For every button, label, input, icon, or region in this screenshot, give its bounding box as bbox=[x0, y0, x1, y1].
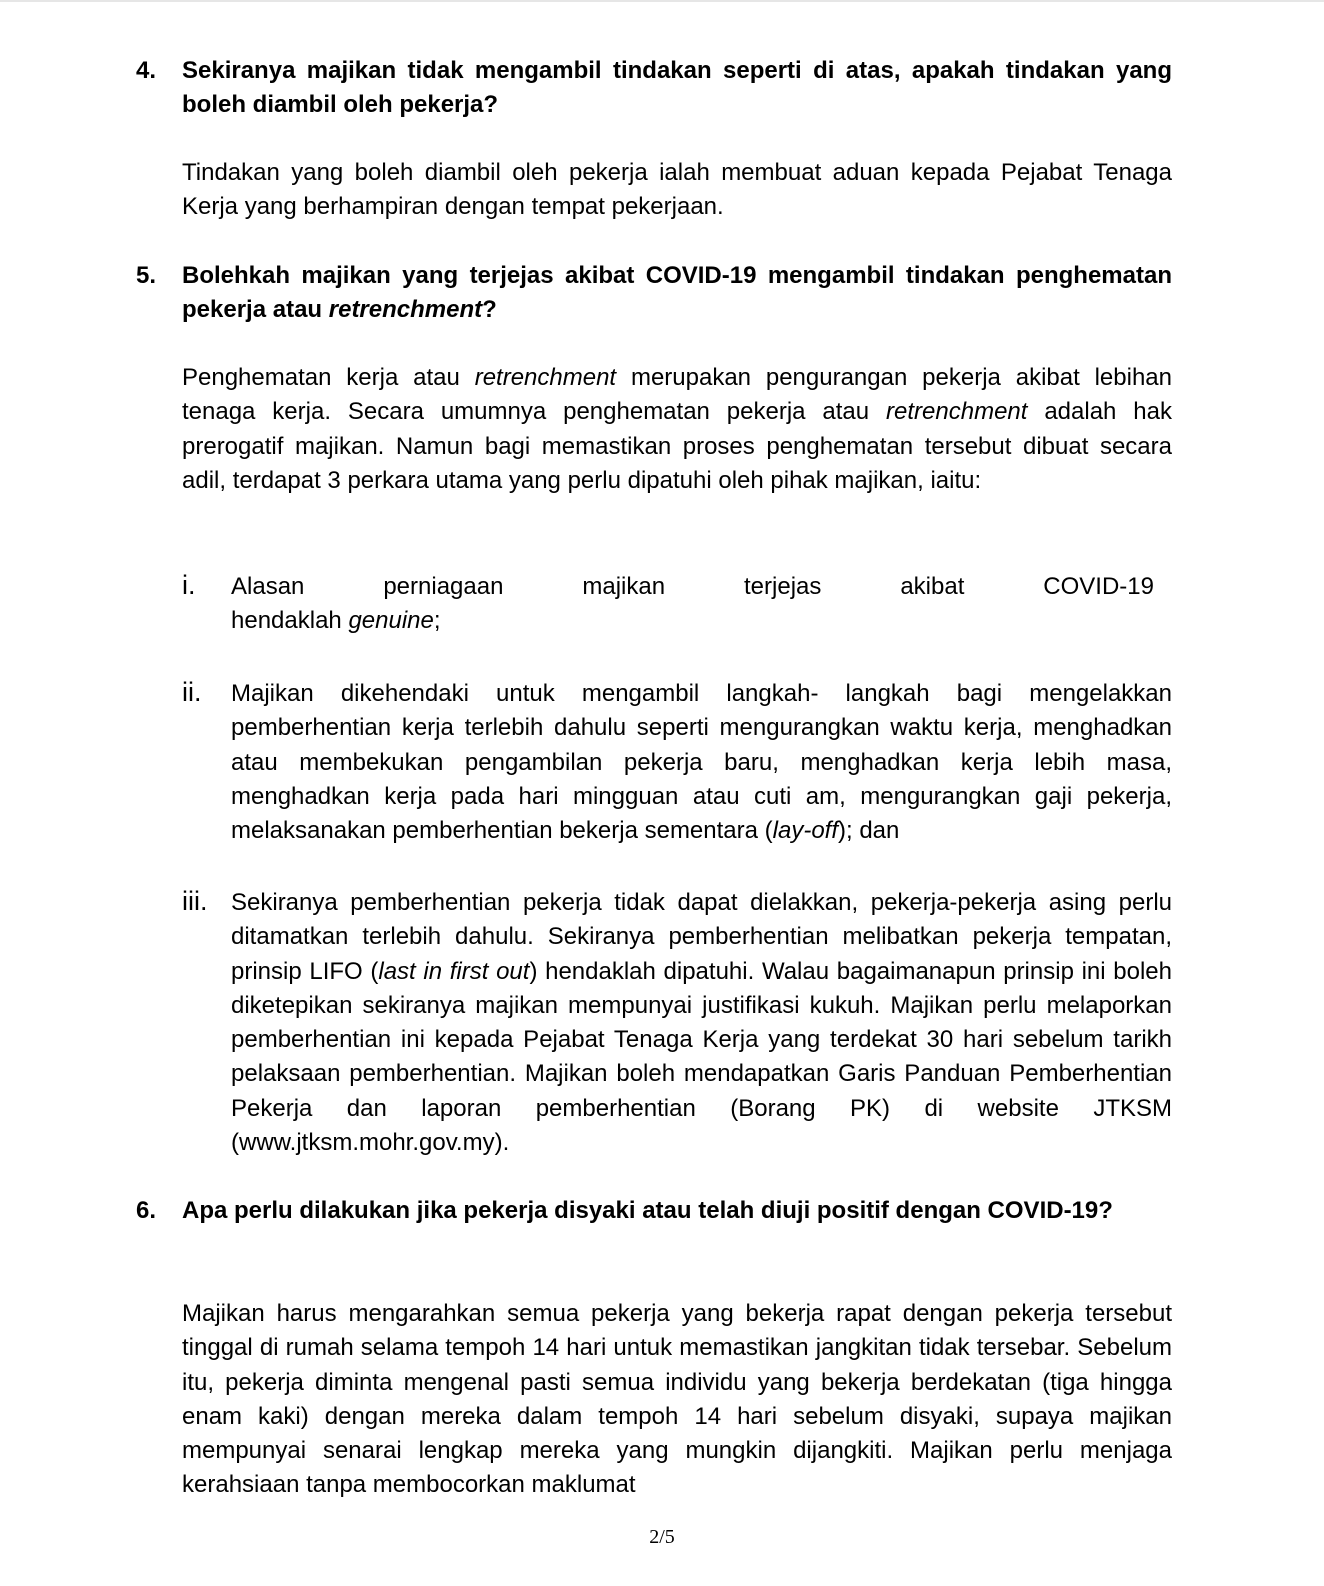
list-item-i bbox=[182, 570, 1172, 639]
question-text: Apa perlu dilakukan jika pekerja disyaki atau telah diuji positif dengan COVID-19? bbox=[182, 1197, 1113, 1224]
question-6 bbox=[136, 1194, 1172, 1228]
paragraph-emphasis: retrenchment bbox=[474, 364, 617, 391]
paragraph-emphasis: retrenchment bbox=[886, 398, 1028, 426]
question-text-part: Bolehkah majikan yang terjejas akibat COVID-19 mengambil tindakan penghematan pekerja atau bbox=[182, 262, 1172, 323]
answer-6-paragraph: Majikan harus mengarahkan semua pekerja yang bekerja rapat dengan pekerja tersebut tinggal di rumah selama tempoh 14 hari untuk memastikan jangkitan tidak tersebar. Sebelum itu, pekerja diminta mengenal pasti semua individu yang bekerja berdekatan (tiga hingga enam kaki) dengan mereka dalam tempoh 14 hari sebelum disyaki, supaya majikan mempunyai senarai lengkap mereka yang mungkin dijangkiti. Majikan perlu menjaga kerahsiaan tanpa membocorkan maklumat bbox=[182, 1300, 1172, 1499]
answer-5-paragraph bbox=[182, 361, 1172, 498]
list-marker: iii. bbox=[182, 886, 208, 916]
question-number: 6. bbox=[136, 1197, 157, 1224]
question-text bbox=[182, 259, 1172, 327]
question-5 bbox=[136, 259, 1172, 327]
answer-4-paragraph: Tindakan yang boleh diambil oleh pekerja ialah membuat aduan kepada Pejabat Tenaga Kerja yang berhampiran dengan tempat pekerjaan. bbox=[182, 159, 1172, 221]
list-item-text-part: Sekiranya pemberhentian pekerja tidak dapat dielakkan, pekerja-pekerja asing perlu ditamatkan terlebih dahulu. Sekiranya pemberhentian melibatkan pekerja tempatan, prinsip LIFO ( bbox=[231, 889, 1172, 985]
list-item-text-part: Majikan dikehendaki untuk mengambil langkah- langkah bagi mengelakkan pemberhentian kerja terlebih dahulu seperti mengurangkan waktu kerja, menghadkan atau membekukan pengambilan pekerja baru, menghadkan kerja lebih masa, menghadkan kerja pada hari mingguan atau cuti am, mengurangkan gaji pekerja, melaksanakan pemberhentian bekerja sementara ( bbox=[231, 680, 1172, 845]
list-item-text bbox=[231, 677, 1172, 848]
list-item-emphasis: last in first out bbox=[378, 957, 530, 985]
list-item-text: hendaklah bbox=[231, 607, 349, 635]
list-item-emphasis: lay-off bbox=[772, 817, 838, 845]
question-number: 4. bbox=[136, 57, 157, 84]
list-item-ii bbox=[182, 677, 1172, 848]
list-marker: i. bbox=[182, 570, 196, 600]
question-text-emphasis: retrenchment bbox=[328, 296, 483, 323]
page-number: 2/5 bbox=[649, 1526, 675, 1548]
list-item-text-part: ); dan bbox=[838, 817, 900, 845]
list-item-text: ; bbox=[433, 607, 441, 635]
list-item-iii bbox=[182, 886, 1172, 1160]
list-item-line bbox=[231, 604, 1172, 638]
list-item-line: Alasan perniagaan majikan terjejas akibat COVID-19 bbox=[231, 573, 1154, 600]
paragraph-text: adalah hak prerogatif majikan. Namun bagi memastikan proses penghematan tersebut dibuat secara adil, terdapat 3 perkara utama yang perlu dipatuhi oleh pihak majikan, iaitu: bbox=[182, 398, 1173, 494]
question-text-part: ? bbox=[482, 296, 497, 323]
question-text: Sekiranya majikan tidak mengambil tindakan seperti di atas, apakah tindakan yang boleh diambil oleh pekerja? bbox=[182, 57, 1172, 118]
paragraph-text: merupakan pengurangan pekerja akibat lebihan tenaga kerja. Secara umumnya penghematan pekerja atau bbox=[182, 364, 1172, 426]
question-4 bbox=[136, 54, 1172, 122]
list-item-emphasis: genuine bbox=[348, 607, 434, 635]
list-item-text bbox=[231, 886, 1172, 1160]
question-number: 5. bbox=[136, 262, 157, 289]
paragraph-text: Penghematan kerja atau bbox=[182, 364, 475, 391]
list-marker: ii. bbox=[182, 677, 202, 707]
list-item-text-part: ) hendaklah dipatuhi. Walau bagaimanapun prinsip ini boleh diketepikan sekiranya majikan mempunyai justifikasi kukuh. Majikan perlu melaporkan pemberhentian ini kepada Pejabat Tenaga Kerja yang terdekat 30 hari sebelum tarikh pelaksaan pemberhentian. Majikan boleh mendapatkan Garis Panduan Pemberhentian Pekerja dan laporan pemberhentian (Borang PK) di website JTKSM (www.jtksm.mohr.gov.my). bbox=[231, 957, 1172, 1157]
